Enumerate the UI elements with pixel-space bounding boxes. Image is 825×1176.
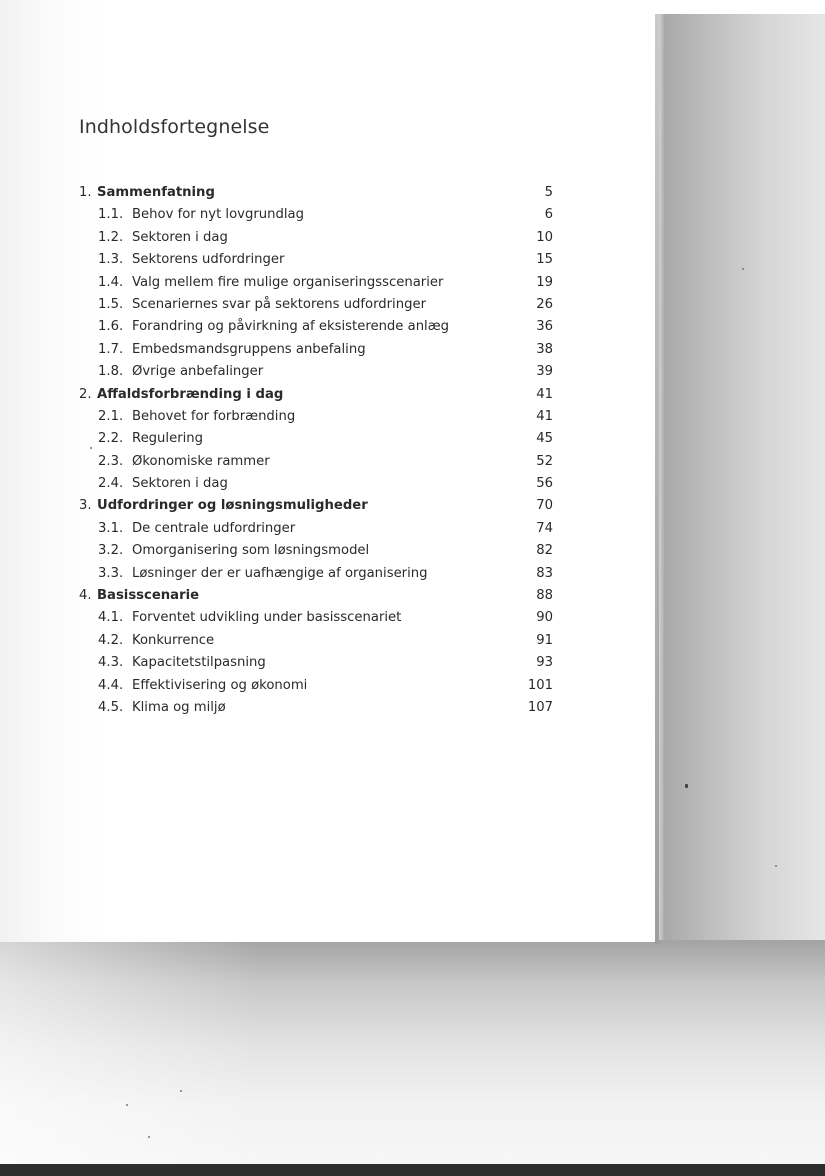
toc-entry-page: 15 <box>536 252 553 268</box>
toc-section-row <box>0 428 657 450</box>
toc-entry-title: Omorganisering som løsningsmodel <box>132 543 370 559</box>
toc-entry-title: Embedsmandsgruppens anbefaling <box>132 341 366 357</box>
toc-entry-number: 1.3. <box>98 252 124 268</box>
toc-entry-page: 26 <box>536 296 553 312</box>
toc-entry-page: 10 <box>536 229 553 245</box>
toc-entry-page: 107 <box>527 699 553 715</box>
toc-entry-page: 56 <box>536 476 553 492</box>
toc-entry-page: 90 <box>536 610 553 626</box>
toc-entry-page: 101 <box>527 677 553 693</box>
toc-entry-number: 1.4. <box>98 274 124 290</box>
toc-entry-number: 2.4. <box>98 476 124 492</box>
toc-entry-title: Sektoren i dag <box>132 229 228 245</box>
toc-section-row <box>0 272 657 294</box>
scanner-bottom-shadow-fade <box>0 940 260 1176</box>
toc-section-row <box>0 630 657 652</box>
scan-speck <box>90 447 92 449</box>
toc-entry-number: 3.3. <box>98 565 124 581</box>
toc-entry-title: Behovet for forbrænding <box>132 408 296 424</box>
toc-entry-title: Udfordringer og løsningsmuligheder <box>97 498 368 514</box>
toc-entry-title: Sektorens udfordringer <box>132 252 285 268</box>
toc-entry-number: 2.1. <box>98 408 124 424</box>
toc-entry-page: 38 <box>536 341 553 357</box>
toc-entry-page: 91 <box>536 632 553 648</box>
toc-entry-title: Kapacitetstilpasning <box>132 655 266 671</box>
toc-entry-page: 70 <box>536 498 553 514</box>
toc-entry-page: 74 <box>536 520 553 536</box>
toc-section-row <box>0 204 657 226</box>
toc-entry-number: 1.1. <box>98 207 124 223</box>
toc-section-row <box>0 316 657 338</box>
toc-chapter-row <box>0 585 657 607</box>
toc-entry-page: 41 <box>536 386 553 402</box>
toc-section-row <box>0 518 657 540</box>
scan-speck <box>742 268 744 270</box>
table-of-contents <box>0 182 657 719</box>
toc-entry-page: 82 <box>536 543 553 559</box>
toc-entry-number: 2. <box>79 386 92 402</box>
scan-speck <box>148 1136 150 1138</box>
toc-entry-number: 4.5. <box>98 699 124 715</box>
toc-entry-number: 4.3. <box>98 655 124 671</box>
toc-section-row <box>0 607 657 629</box>
toc-entry-title: Affaldsforbrænding i dag <box>97 386 284 402</box>
toc-entry-title: Forventet udvikling under basisscenariet <box>132 610 402 626</box>
toc-section-row <box>0 473 657 495</box>
toc-entry-page: 83 <box>536 565 553 581</box>
toc-section-row <box>0 249 657 271</box>
toc-entry-page: 93 <box>536 655 553 671</box>
toc-chapter-row <box>0 495 657 517</box>
toc-entry-title: Konkurrence <box>132 632 215 648</box>
toc-entry-page: 52 <box>536 453 553 469</box>
page-edge <box>655 14 659 944</box>
toc-entry-page: 45 <box>536 431 553 447</box>
toc-entry-number: 4.1. <box>98 610 124 626</box>
toc-section-row <box>0 227 657 249</box>
toc-entry-page: 19 <box>536 274 553 290</box>
toc-entry-title: Forandring og påvirkning af eksisterende anlæg <box>132 319 450 335</box>
toc-entry-number: 2.3. <box>98 453 124 469</box>
scan-speck <box>685 784 688 788</box>
toc-entry-title: Valg mellem fire mulige organiseringsscenarier <box>132 274 444 290</box>
toc-entry-number: 3.1. <box>98 520 124 536</box>
toc-section-row <box>0 339 657 361</box>
toc-section-row <box>0 294 657 316</box>
toc-entry-number: 4. <box>79 588 92 604</box>
toc-entry-number: 4.4. <box>98 677 124 693</box>
toc-entry-title: De centrale udfordringer <box>132 520 296 536</box>
toc-entry-number: 3.2. <box>98 543 124 559</box>
toc-entry-title: Sammenfatning <box>97 185 215 200</box>
toc-entry-number: 1.7. <box>98 341 124 357</box>
toc-entry-title: Effektivisering og økonomi <box>132 677 308 693</box>
scanner-bottom-strip <box>0 1164 825 1176</box>
toc-section-row <box>0 563 657 585</box>
toc-entry-page: 41 <box>536 408 553 424</box>
toc-section-row <box>0 361 657 383</box>
scan-speck <box>180 1090 182 1092</box>
toc-entry-number: 4.2. <box>98 632 124 648</box>
toc-entry-number: 1.5. <box>98 296 124 312</box>
toc-entry-page: 36 <box>536 319 553 335</box>
toc-section-row <box>0 675 657 697</box>
toc-entry-title: Behov for nyt lovgrundlag <box>132 207 304 223</box>
toc-entry-title: Økonomiske rammer <box>132 453 270 469</box>
toc-section-row <box>0 451 657 473</box>
toc-chapter-row <box>0 182 657 204</box>
toc-entry-title: Løsninger der er uafhængige af organisering <box>132 565 428 581</box>
toc-entry-number: 3. <box>79 498 92 514</box>
toc-section-row <box>0 406 657 428</box>
toc-entry-number: 1.6. <box>98 319 124 335</box>
toc-entry-number: 1.8. <box>98 364 124 380</box>
toc-entry-title: Øvrige anbefalinger <box>132 364 264 380</box>
toc-entry-number: 1.2. <box>98 229 124 245</box>
toc-entry-number: 1. <box>79 185 92 200</box>
toc-entry-title: Klima og miljø <box>132 699 226 715</box>
toc-entry-title: Regulering <box>132 431 204 447</box>
toc-section-row <box>0 540 657 562</box>
toc-entry-title: Sektoren i dag <box>132 476 228 492</box>
scan-speck <box>126 1104 128 1106</box>
toc-section-row <box>0 652 657 674</box>
toc-entry-page: 5 <box>544 185 553 200</box>
toc-entry-page: 39 <box>536 364 553 380</box>
toc-entry-title: Scenariernes svar på sektorens udfordringer <box>132 296 426 312</box>
toc-chapter-row <box>0 384 657 406</box>
toc-entry-title: Basisscenarie <box>97 588 200 604</box>
page-title: Indholdsfortegnelse <box>79 116 270 138</box>
toc-entry-number: 2.2. <box>98 431 124 447</box>
toc-entry-page: 88 <box>536 588 553 604</box>
toc-entry-page: 6 <box>544 207 553 223</box>
toc-section-row <box>0 697 657 719</box>
scan-speck <box>775 865 777 867</box>
